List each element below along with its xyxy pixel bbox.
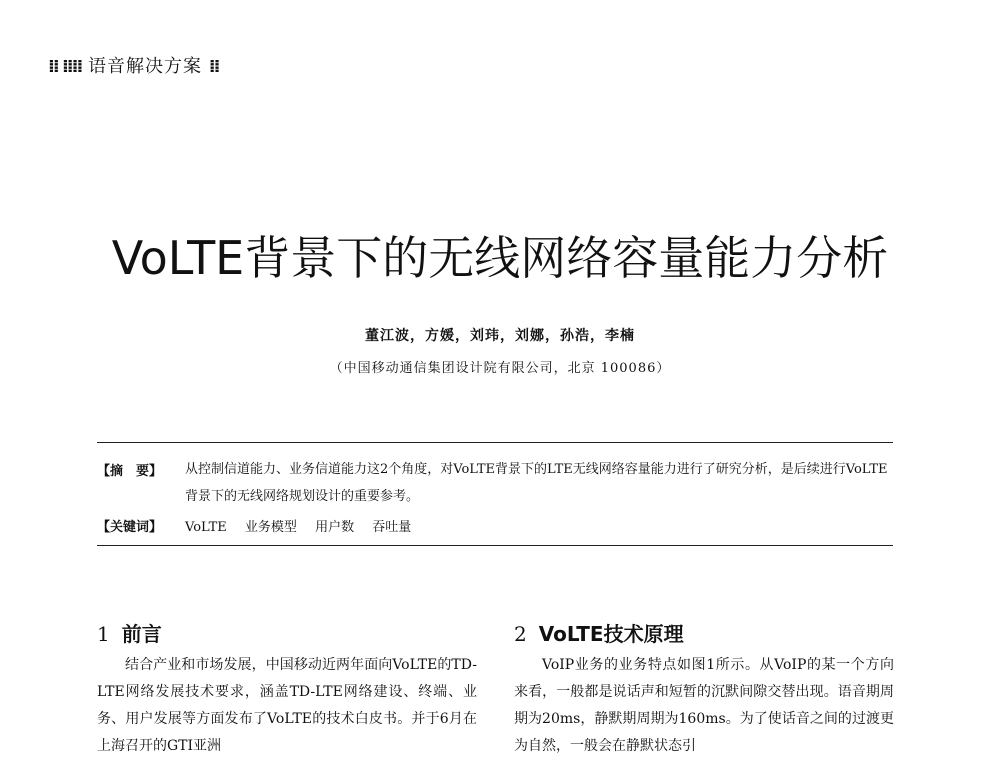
section-number: 2 bbox=[514, 622, 527, 646]
section-heading bbox=[97, 618, 162, 647]
section-body bbox=[514, 652, 894, 760]
abstract-top-rule bbox=[97, 442, 893, 443]
abstract-text: 从控制信道能力、业务信道能力这2个角度，对VoLTE背景下的LTE无线网络容量能力进行了研究分析，是后续进行VoLTE背景下的无线网络规划设计的重要参考。 bbox=[185, 462, 888, 504]
header-section-name: 语音解决方案 bbox=[88, 56, 203, 77]
keywords-list bbox=[185, 516, 425, 535]
header-marks-left: ⁞⁞ ⁞⁞⁞⁞ bbox=[48, 56, 82, 77]
header-marks-right: ⁞⁞ bbox=[208, 56, 219, 77]
keywords-label: 【关键词】 bbox=[97, 520, 163, 535]
section-title: 前言 bbox=[121, 622, 162, 646]
paragraph: 结合产业和市场发展，中国移动近两年面向VoLTE的TD-LTE网络发展技术要求，涵盖TD-LTE网络建设、终端、业务、用户发展等方面发布了VoLTE的技术白皮书。并于6月在上海召开的GTI亚洲 bbox=[97, 657, 477, 754]
section-heading bbox=[514, 618, 684, 647]
keyword: 业务模型 bbox=[244, 520, 297, 535]
paragraph: VoIP业务的业务特点如图1所示。从VoIP的某一个方向来看，一般都是说话声和短暂的沉默间隙交替出现。语音期周期为20ms，静默期周期为160ms。为了使话音之间的过渡更为自然，一般会在静默状态引 bbox=[514, 657, 894, 754]
section-title: VoLTE技术原理 bbox=[538, 622, 684, 646]
affiliation: （中国移动通信集团设计院有限公司，北京 100086） bbox=[329, 361, 671, 376]
abstract-bottom-rule bbox=[97, 545, 893, 546]
keyword: 吞吐量 bbox=[372, 520, 412, 535]
section-body bbox=[97, 652, 477, 760]
running-header bbox=[48, 52, 218, 78]
author-list: 董江波，方媛，刘玮，刘娜，孙浩，李楠 bbox=[365, 328, 635, 344]
keyword: VoLTE bbox=[185, 520, 227, 535]
keyword: 用户数 bbox=[315, 520, 355, 535]
paper-title: VoLTE背景下的无线网络容量能力分析 bbox=[111, 231, 889, 285]
section-number: 1 bbox=[97, 622, 110, 646]
abstract-label: 【摘 要】 bbox=[97, 464, 163, 479]
